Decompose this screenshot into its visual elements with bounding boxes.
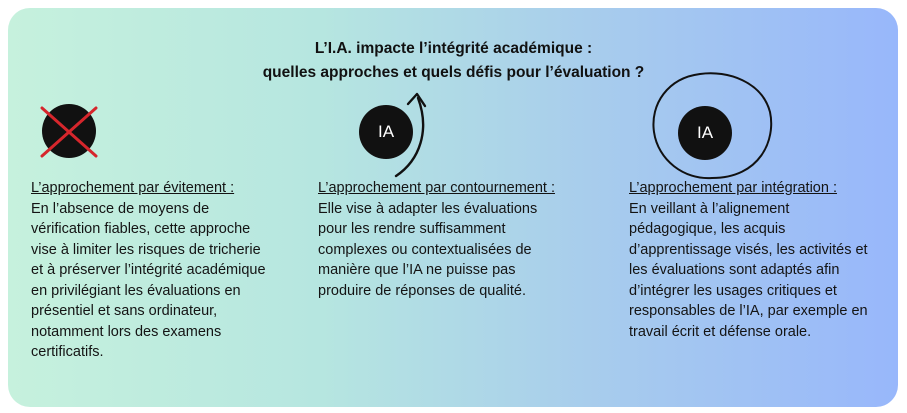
ia-badge-integration: IA bbox=[678, 106, 732, 160]
approach-avoidance-heading: L’approchement par évitement : bbox=[31, 180, 235, 196]
approach-avoidance-body: En l’absence de moyens de vérification fiables, cette approche vise à limiter les risques de tricherie et à préserver l’intégrité académique en privilégiant les évaluations en présentiel et sans ordinateur, notamment lors des examens certificatifs. bbox=[31, 200, 266, 360]
title-line-2: quelles approches et quels défis pour l’évaluation ? bbox=[262, 64, 645, 81]
approach-integration-heading: L’approchement par intégration : bbox=[629, 180, 837, 196]
ia-badge-workaround: IA bbox=[359, 105, 413, 159]
approach-workaround-body: Elle vise à adapter les évaluations pour les rendre suffisamment complexes ou contextualisées de manière que l’IA ne puisse pas produire de réponses de qualité. bbox=[318, 200, 538, 299]
approach-avoidance bbox=[31, 178, 271, 363]
title-line-1: L’I.A. impacte l’intégrité académique : bbox=[314, 40, 593, 57]
approach-workaround-heading: L’approchement par contournement : bbox=[318, 180, 555, 196]
approach-integration bbox=[629, 178, 881, 342]
avoidance-badge bbox=[42, 104, 96, 158]
approach-workaround bbox=[318, 178, 558, 301]
approach-integration-body: En veillant à l’alignement pédagogique, les acquis d’apprentissage visés, les activités et les évaluations sont adaptés afin d’intégrer les usages critiques et responsables de l’IA, par exemple en travail écrit et défense orale. bbox=[629, 200, 868, 340]
